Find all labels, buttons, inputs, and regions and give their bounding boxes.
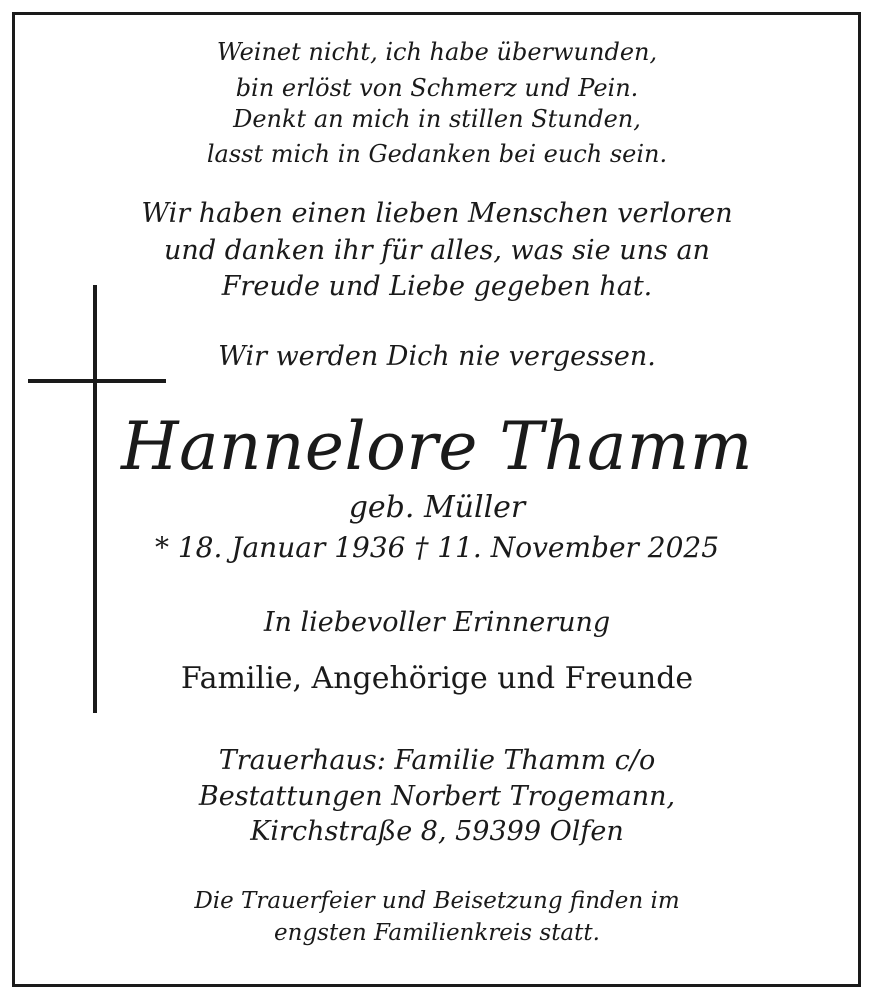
tribute-line-2: und danken ihr für alles, was sie uns an (164, 235, 710, 266)
poem-line-3: Denkt an mich in stillen Stunden, (233, 105, 641, 133)
tribute-line-3: Freude und Liebe gegeben hat. (221, 271, 653, 302)
deceased-name: Hannelore Thamm (121, 408, 753, 485)
address-line-2: Bestattungen Norbert Trogemann, (198, 781, 676, 812)
poem-line-1: Weinet nicht, ich habe überwunden, (216, 38, 658, 66)
poem-line-2: bin erlöst von Schmerz und Pein. (235, 74, 639, 102)
memory-line: In liebevoller Erinnerung (263, 607, 611, 638)
poem-line-4: lasst mich in Gedanken bei euch sein. (206, 140, 668, 168)
notice-line-2: engsten Familienkreis statt. (274, 920, 600, 946)
cross-horizontal-bar (28, 379, 166, 383)
never-forget-line: Wir werden Dich nie vergessen. (218, 341, 656, 372)
address-line-1: Trauerhaus: Familie Thamm c/o (218, 745, 656, 776)
birth-name: geb. Müller (348, 490, 526, 525)
mourners-line: Familie, Angehörige und Freunde (180, 661, 694, 696)
tribute-line-1: Wir haben einen lieben Menschen verloren (141, 198, 733, 229)
address-line-3: Kirchstraße 8, 59399 Olfen (250, 816, 624, 847)
life-dates: * 18. Januar 1936 † 11. November 2025 (154, 531, 720, 564)
notice-line-1: Die Trauerfeier und Beisetzung finden im (194, 888, 680, 914)
